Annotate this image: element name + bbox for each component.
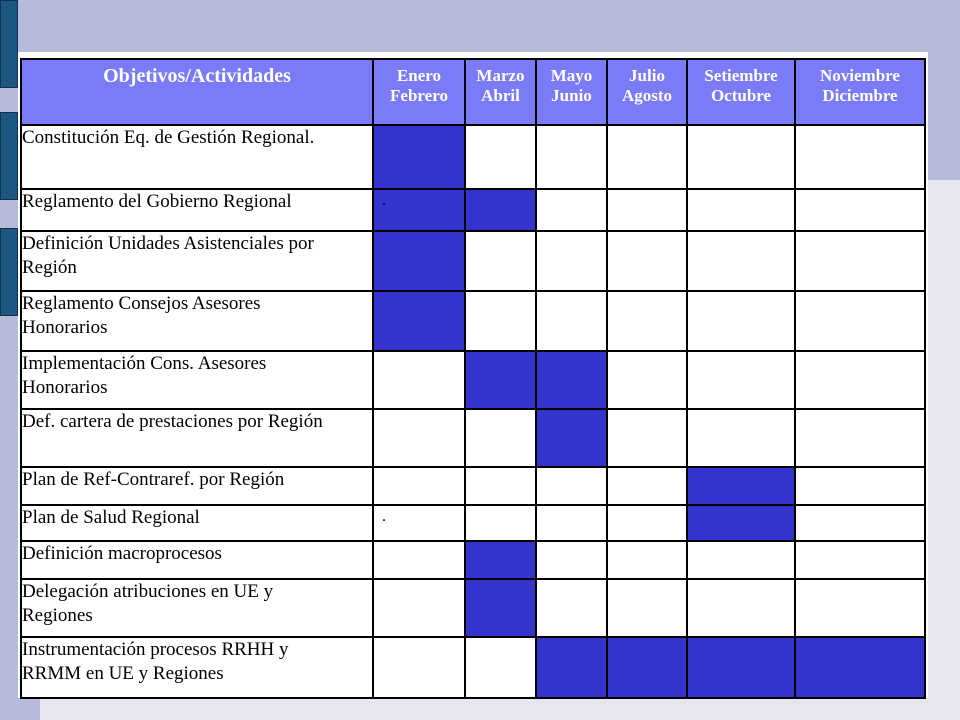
- schedule-cell-active: [465, 579, 536, 637]
- schedule-cell-empty: [687, 541, 795, 579]
- table-row: [21, 541, 925, 579]
- activity-label: Plan de Ref-Contraref. por Región: [21, 467, 373, 505]
- decorative-accent-bar-3: [0, 228, 18, 316]
- schedule-cell-active: [373, 189, 465, 231]
- schedule-cell-empty: [373, 637, 465, 698]
- schedule-cell-empty: [795, 467, 925, 505]
- schedule-cell-empty: [465, 505, 536, 541]
- table-row: [21, 467, 925, 505]
- decorative-accent-bar-1: [0, 0, 18, 88]
- schedule-cell-empty: [687, 189, 795, 231]
- schedule-cell-empty: [373, 579, 465, 637]
- schedule-cell-empty: [536, 125, 607, 189]
- schedule-cell-empty: [536, 189, 607, 231]
- schedule-cell-empty: [607, 505, 687, 541]
- schedule-cell-empty: [795, 541, 925, 579]
- activity-label: Reglamento Consejos Asesores Honorarios: [21, 291, 373, 351]
- table-body: [21, 125, 925, 698]
- table-row: [21, 351, 925, 409]
- schedule-cell-empty: [687, 351, 795, 409]
- schedule-cell-empty: [795, 125, 925, 189]
- schedule-cell-empty: [373, 351, 465, 409]
- schedule-cell-empty: [687, 231, 795, 291]
- schedule-cell-empty: [795, 231, 925, 291]
- activity-label: Plan de Salud Regional: [21, 505, 373, 541]
- schedule-cell-empty: [687, 291, 795, 351]
- activity-label: Reglamento del Gobierno Regional: [21, 189, 373, 231]
- schedule-cell-empty: [465, 125, 536, 189]
- table-row: [21, 125, 925, 189]
- activity-schedule-table: [20, 58, 926, 699]
- schedule-cell-empty: [536, 467, 607, 505]
- cell-mark: .: [382, 508, 386, 525]
- schedule-cell-empty: [465, 467, 536, 505]
- schedule-cell-active: [373, 231, 465, 291]
- schedule-cell-empty: [373, 541, 465, 579]
- schedule-cell-empty: [795, 189, 925, 231]
- cell-mark: .: [382, 192, 386, 209]
- schedule-cell-active: [465, 541, 536, 579]
- activity-label: Definición macroprocesos: [21, 541, 373, 579]
- table-row: [21, 231, 925, 291]
- period-header: Marzo Abril: [465, 59, 536, 125]
- schedule-cell-empty: [607, 579, 687, 637]
- period-header: Enero Febrero: [373, 59, 465, 125]
- table-header-row: [21, 59, 925, 125]
- schedule-cell-active: [536, 409, 607, 467]
- schedule-cell-empty: [795, 409, 925, 467]
- schedule-cell-active: [687, 505, 795, 541]
- schedule-cell-active: [687, 637, 795, 698]
- period-header: Julio Agosto: [607, 59, 687, 125]
- activity-label: Def. cartera de prestaciones por Región: [21, 409, 373, 467]
- schedule-cell-empty: [607, 125, 687, 189]
- schedule-cell-empty: [465, 409, 536, 467]
- activity-label: Constitución Eq. de Gestión Regional.: [21, 125, 373, 189]
- schedule-cell-empty: [607, 409, 687, 467]
- schedule-cell-active: [795, 637, 925, 698]
- schedule-cell-empty: [607, 467, 687, 505]
- schedule-cell-empty: [465, 637, 536, 698]
- schedule-cell-empty: [373, 409, 465, 467]
- schedule-cell-empty: [795, 351, 925, 409]
- schedule-cell-empty: [607, 291, 687, 351]
- schedule-cell-empty: [536, 231, 607, 291]
- schedule-cell-active: [536, 351, 607, 409]
- schedule-cell-empty: [465, 231, 536, 291]
- table-row: [21, 579, 925, 637]
- activity-label: Instrumentación procesos RRHH y RRMM en UE y Regiones: [21, 637, 373, 698]
- table-row: [21, 505, 925, 541]
- schedule-cell-empty: [607, 541, 687, 579]
- activity-label: Definición Unidades Asistenciales por Región: [21, 231, 373, 291]
- schedule-cell-empty: [536, 291, 607, 351]
- schedule-cell-empty: [536, 541, 607, 579]
- schedule-cell-empty: [536, 505, 607, 541]
- schedule-cell-empty: [607, 231, 687, 291]
- schedule-cell-active: [465, 351, 536, 409]
- schedule-cell-active: [373, 291, 465, 351]
- activity-label: Delegación atribuciones en UE y Regiones: [21, 579, 373, 637]
- schedule-cell-empty: [687, 125, 795, 189]
- schedule-cell-active: [687, 467, 795, 505]
- period-header: Setiembre Octubre: [687, 59, 795, 125]
- schedule-cell-empty: [687, 409, 795, 467]
- table-row: [21, 637, 925, 698]
- schedule-cell-empty: [607, 189, 687, 231]
- schedule-cell-empty: [373, 505, 465, 541]
- schedule-cell-active: [607, 637, 687, 698]
- schedule-cell-empty: [687, 579, 795, 637]
- schedule-cell-active: [536, 637, 607, 698]
- table-row: [21, 409, 925, 467]
- schedule-cell-active: [373, 125, 465, 189]
- activity-label: Implementación Cons. Asesores Honorarios: [21, 351, 373, 409]
- period-header: Mayo Junio: [536, 59, 607, 125]
- schedule-cell-active: [465, 189, 536, 231]
- activities-header: Objetivos/Actividades: [21, 59, 373, 125]
- period-header: Noviembre Diciembre: [795, 59, 925, 125]
- table-row: [21, 291, 925, 351]
- schedule-cell-empty: [373, 467, 465, 505]
- schedule-cell-empty: [607, 351, 687, 409]
- schedule-cell-empty: [465, 291, 536, 351]
- schedule-cell-empty: [795, 579, 925, 637]
- table-row: [21, 189, 925, 231]
- schedule-cell-empty: [795, 291, 925, 351]
- schedule-cell-empty: [536, 579, 607, 637]
- schedule-cell-empty: [795, 505, 925, 541]
- decorative-accent-bar-2: [0, 112, 18, 200]
